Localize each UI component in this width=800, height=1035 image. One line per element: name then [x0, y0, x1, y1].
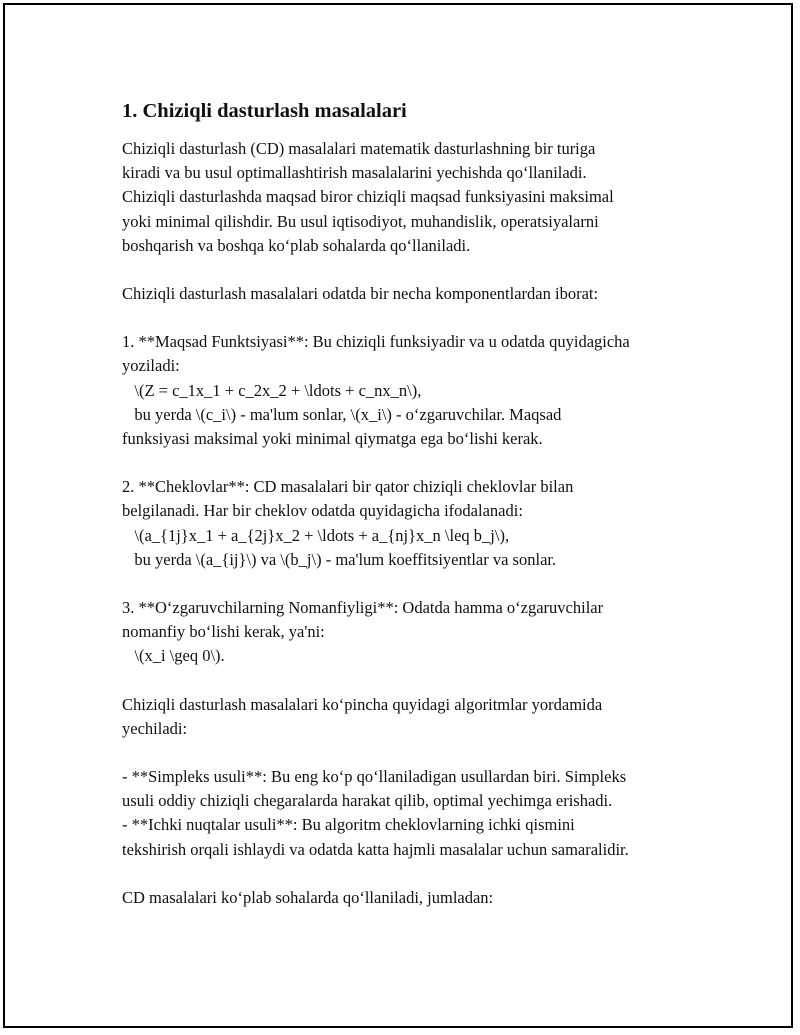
- text-line: Chiziqli dasturlash masalalari ko‘pincha quyidagi algoritmlar yordamida: [122, 694, 603, 714]
- paragraph-components: [122, 282, 712, 306]
- paragraph-algorithms: [122, 693, 712, 741]
- text-line: usuli oddiy chiziqli chegaralarda harakat qilib, optimal yechimga erishadi.: [122, 791, 613, 811]
- text-line: Chiziqli dasturlashda maqsad biror chiziqli maqsad funksiyasini maksimal: [122, 187, 614, 207]
- text-line: tekshirish orqali ishlaydi va odatda katta hajmli masalalar uchun samaralidir.: [122, 839, 629, 859]
- text-line: yoziladi:: [122, 356, 180, 376]
- paragraph-intro: [122, 137, 712, 258]
- text-line: 2. **Cheklovlar**: CD masalalari bir qator chiziqli cheklovlar bilan: [122, 477, 574, 497]
- section-heading: 1. Chiziqli dasturlash masalalari: [122, 100, 407, 122]
- text-line: bu yerda \(c_i\) - ma'lum sonlar, \(x_i\) - o‘zgaruvchilar. Maqsad: [122, 404, 562, 424]
- formula-line: \(a_{1j}x_1 + a_{2j}x_2 + \ldots + a_{nj}x_n \leq b_j\),: [122, 525, 510, 545]
- text-line: Chiziqli dasturlash masalalari odatda bir necha komponentlardan iborat:: [122, 284, 599, 304]
- paragraph-applications: [122, 886, 712, 910]
- text-line: boshqarish va boshqa ko‘plab sohalarda qo‘llaniladi.: [122, 235, 471, 255]
- list-item-nonnegativity: [122, 596, 712, 669]
- document-page: [3, 3, 793, 1028]
- list-algorithms: [122, 765, 712, 862]
- text-line: - **Simpleks usuli**: Bu eng ko‘p qo‘llaniladigan usullardan biri. Simpleks: [122, 767, 627, 787]
- text-line: 3. **O‘zgaruvchilarning Nomanfiyligi**: Odatda hamma o‘zgaruvchilar: [122, 598, 604, 618]
- text-line: kiradi va bu usul optimallashtirish masalalarini yechishda qo‘llaniladi.: [122, 163, 587, 183]
- text-line: nomanfiy bo‘lishi kerak, ya'ni:: [122, 622, 325, 642]
- text-line: belgilanadi. Har bir cheklov odatda quyidagicha ifodalanadi:: [122, 501, 523, 521]
- list-item-constraints: [122, 475, 712, 572]
- text-line: funksiyasi maksimal yoki minimal qiymatga ega bo‘lishi kerak.: [122, 429, 543, 449]
- formula-line: \(Z = c_1x_1 + c_2x_2 + \ldots + c_nx_n\),: [122, 380, 422, 400]
- text-line: 1. **Maqsad Funktsiyasi**: Bu chiziqli funksiyadir va u odatda quyidagicha: [122, 332, 630, 352]
- text-line: yoki minimal qilishdir. Bu usul iqtisodiyot, muhandislik, operatsiyalarni: [122, 211, 599, 231]
- list-item-objective: [122, 330, 712, 451]
- text-line: - **Ichki nuqtalar usuli**: Bu algoritm cheklovlarning ichki qismini: [122, 815, 575, 835]
- formula-line: \(x_i \geq 0\).: [122, 646, 225, 666]
- text-line: CD masalalari ko‘plab sohalarda qo‘llaniladi, jumladan:: [122, 887, 494, 907]
- text-line: bu yerda \(a_{ij}\) va \(b_j\) - ma'lum koeffitsiyentlar va sonlar.: [122, 549, 557, 569]
- text-line: Chiziqli dasturlash (CD) masalalari matematik dasturlashning bir turiga: [122, 139, 596, 158]
- document-body: [122, 97, 712, 934]
- text-line: yechiladi:: [122, 718, 188, 738]
